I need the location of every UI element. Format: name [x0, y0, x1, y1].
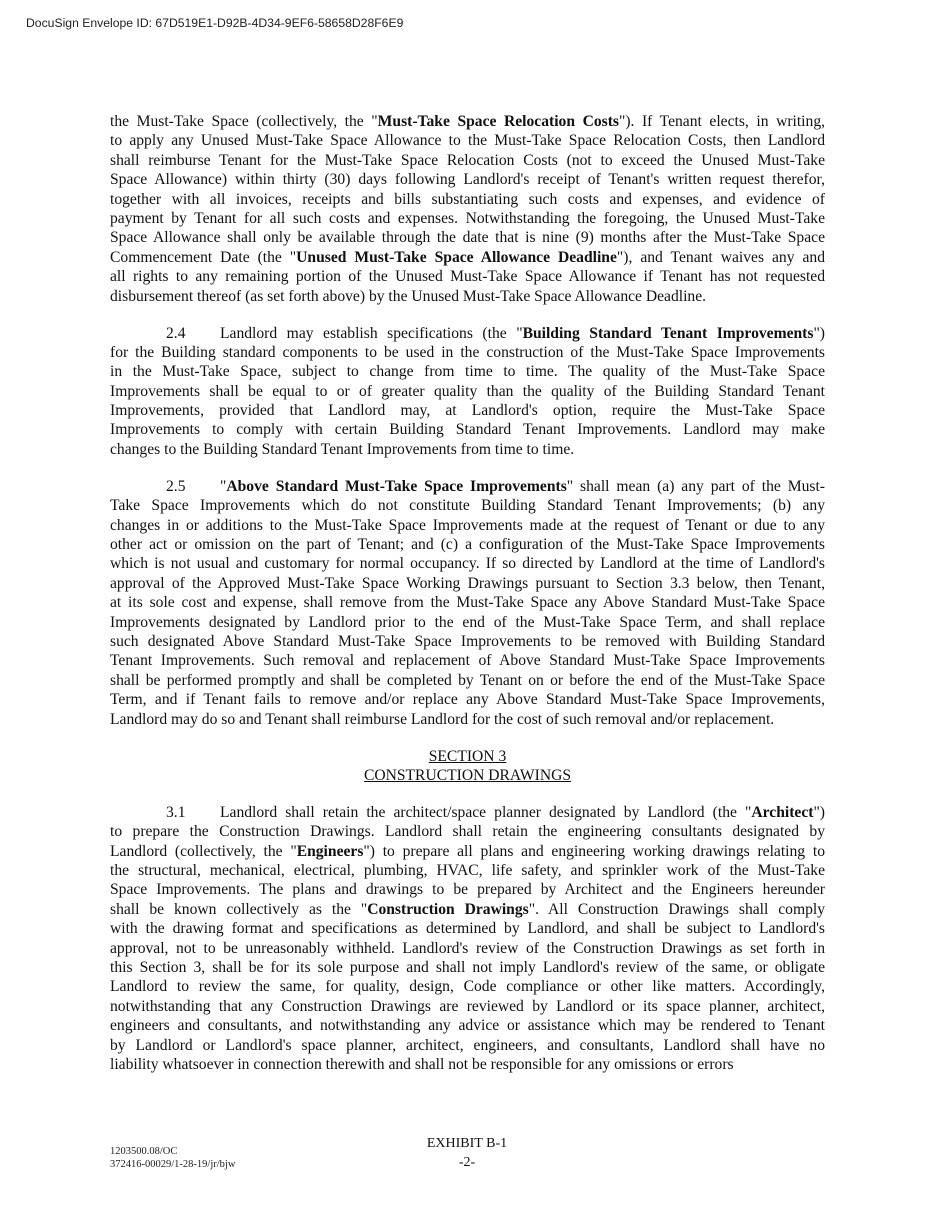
paragraph-gap: [110, 785, 825, 803]
text-segment: changes to the Building Standard Tenant Improvements from time to time.: [110, 440, 575, 458]
text-line: [110, 170, 825, 189]
text-segment: with the drawing format and specifications as determined by Landlord, and shall be subject to Landlord's: [110, 920, 825, 938]
text-segment: which is not usual and customary for normal occupancy. If so directed by Landlord at the time of Landlord's: [110, 555, 825, 573]
footer-page-number: -2-: [458, 1155, 476, 1170]
defined-term: Construction Drawings: [367, 900, 529, 918]
text-line: [110, 939, 825, 958]
text-segment: notwithstanding that any Construction Drawings are reviewed by Landlord or its space planner, architect,: [110, 997, 825, 1015]
text-segment: Landlord may do so and Tenant shall reimburse Landlord for the cost of such removal and/or replacement.: [110, 710, 775, 728]
text-line: [110, 151, 825, 170]
text-segment: liability whatsoever in connection therewith and shall not be responsible for any omissions or errors: [110, 1055, 734, 1073]
text-line: [110, 613, 825, 632]
text-line: [110, 477, 825, 496]
paragraph-number: 2.5: [166, 477, 186, 495]
text-segment: Landlord to review the same, for quality, design, Code compliance or other like matters. Accordingly,: [110, 978, 825, 996]
text-line: [110, 401, 825, 420]
text-segment: such designated Above Standard Must-Take Space Improvements to be removed with Building Standard: [110, 632, 825, 650]
text-segment: together with all invoices, receipts and bills substantiating such costs and expenses, and evidence of: [110, 190, 825, 208]
text-line: [110, 209, 825, 228]
text-segment: Take Space Improvements which do not constitute Building Standard Tenant Improvements; (b) any: [110, 497, 825, 515]
footer-doc-number: 1203500.08/OC: [110, 1146, 178, 1157]
docusign-envelope-id: DocuSign Envelope ID: 67D519E1-D92B-4D34-9EF6-58658D28F6E9: [26, 16, 404, 30]
text-line: [110, 440, 825, 459]
paragraph-2-4: [110, 324, 825, 460]
defined-term: Engineers: [296, 842, 364, 860]
text-line: [110, 496, 825, 515]
text-line: [110, 343, 825, 362]
text-segment: Improvements designated by Landlord prior to the end of the Must-Take Space Term, and shall replace: [110, 613, 825, 631]
text-line: [110, 842, 825, 861]
text-line: [110, 977, 825, 996]
footer-exhibit-label: EXHIBIT B-1: [426, 1136, 508, 1151]
text-line: [110, 861, 825, 880]
section-number-heading: SECTION 3: [428, 747, 507, 765]
text-line: [110, 248, 825, 267]
paragraph-2-3-continuation: [110, 112, 825, 306]
text-segment: ": [220, 477, 227, 495]
text-segment: all rights to any remaining portion of the Unused Must-Take Space Allowance if Tenant has not requested: [110, 268, 825, 286]
text-line: [110, 554, 825, 573]
text-line: [110, 690, 825, 709]
text-line: [110, 1036, 825, 1055]
section-title-heading: CONSTRUCTION DRAWINGS: [363, 766, 572, 784]
paragraph-number: 2.4: [166, 324, 186, 342]
text-line: [110, 324, 825, 343]
paragraph-gap: [110, 729, 825, 747]
text-segment: ". All Construction Drawings shall comply: [528, 900, 825, 918]
paragraph-2-5: [110, 477, 825, 729]
text-line: [110, 997, 825, 1016]
text-segment: Space Allowance) within thirty (30) days following Landlord's receipt of Tenant's written request therefor,: [110, 171, 825, 189]
text-segment: Improvements, provided that Landlord may, at Landlord's option, require the Must-Take Space: [110, 402, 825, 420]
text-segment: to apply any Unused Must-Take Space Allowance to the Must-Take Space Relocation Costs, then Landlord: [110, 132, 825, 150]
paragraph-gap: [110, 306, 825, 324]
text-line: [110, 190, 825, 209]
text-line: [110, 880, 825, 899]
text-segment: in the Must-Take Space, subject to change from time to time. The quality of the Must-Take Space: [110, 363, 825, 381]
footer-doc-ref: 372416-00029/1-28-19/jr/bjw: [110, 1159, 236, 1170]
text-line: [110, 287, 825, 306]
text-line: [110, 900, 825, 919]
text-segment: payment by Tenant for all such costs and expenses. Notwithstanding the foregoing, the Unused Must-Take: [110, 209, 825, 227]
text-segment: Space Allowance shall only be available through the date that is nine (9) months after the Must-Take Space: [110, 229, 825, 247]
paragraph-gap: [110, 459, 825, 477]
text-segment: Improvements to comply with certain Building Standard Tenant Improvements. Landlord may make: [110, 421, 825, 439]
text-segment: "), and Tenant waives any and: [616, 248, 825, 266]
text-segment: the structural, mechanical, electrical, plumbing, HVAC, life safety, and sprinkler work of the Must-Take: [110, 862, 825, 880]
text-line: [110, 382, 825, 401]
defined-term: Must-Take Space Relocation Costs: [377, 113, 619, 130]
text-segment: Landlord shall retain the architect/space planner designated by Landlord (the ": [220, 803, 752, 821]
defined-term: Architect: [751, 803, 814, 821]
text-segment: Improvements shall be equal to or of greater quality than the quality of the Building Standard Tenant: [110, 382, 825, 400]
defined-term: Building Standard Tenant Improvements: [522, 324, 814, 342]
text-segment: approval of the Approved Must-Take Space Working Drawings pursuant to Section 3.3 below, then Tenant,: [110, 574, 825, 592]
text-line: [110, 516, 825, 535]
defined-term: Unused Must-Take Space Allowance Deadline: [296, 248, 617, 266]
text-line: [110, 574, 825, 593]
text-segment: ") to prepare all plans and engineering working drawings relating to: [363, 842, 825, 860]
text-segment: the Must-Take Space (collectively, the ": [110, 113, 378, 130]
defined-term: Above Standard Must-Take Space Improvements: [226, 477, 567, 495]
text-segment: changes in or additions to the Must-Take Space Improvements made at the request of Tenant or due to any: [110, 516, 825, 534]
paragraph-number: 3.1: [166, 803, 186, 821]
text-line: [110, 535, 825, 554]
text-line: [110, 651, 825, 670]
text-line: [110, 1016, 825, 1035]
text-line: [110, 671, 825, 690]
text-segment: shall be performed promptly and shall be completed by Tenant on or before the end of the Must-Take Space: [110, 671, 825, 689]
text-line: [110, 593, 825, 612]
text-segment: shall be known collectively as the ": [110, 900, 368, 918]
text-segment: " shall mean (a) any part of the Must-: [566, 477, 825, 495]
text-segment: Landlord may establish specifications (the ": [220, 324, 523, 342]
text-segment: Tenant Improvements. Such removal and replacement of Above Standard Must-Take Space Improvements: [110, 652, 825, 670]
text-segment: at its sole cost and expense, shall remove from the Must-Take Space any Above Standard Must-Take Space: [110, 594, 825, 612]
text-line: [110, 131, 825, 150]
text-segment: "): [813, 324, 825, 342]
text-segment: this Section 3, shall be for its sole purpose and shall not imply Landlord's review of the same, or obligate: [110, 959, 825, 976]
text-segment: disbursement thereof (as set forth above) by the Unused Must-Take Space Allowance Deadline.: [110, 287, 707, 305]
section-heading: [110, 766, 825, 785]
text-segment: Commencement Date (the ": [110, 248, 297, 266]
document-body: [110, 112, 825, 1074]
text-segment: by Landlord or Landlord's space planner, architect, engineers, and consultants, Landlord shall have no: [110, 1036, 825, 1054]
section-heading: [110, 747, 825, 766]
text-line: [110, 1055, 825, 1074]
paragraph-3-1: [110, 803, 825, 1074]
text-line: [110, 362, 825, 381]
text-segment: other act or omission on the part of Tenant; and (c) a configuration of the Must-Take Space Improvements: [110, 536, 825, 553]
text-line: [110, 919, 825, 938]
text-segment: to prepare the Construction Drawings. Landlord shall retain the engineering consultants designated by: [110, 823, 825, 841]
text-line: [110, 267, 825, 286]
text-line: [110, 228, 825, 247]
text-line: [110, 632, 825, 651]
text-segment: "): [813, 803, 825, 821]
text-segment: "). If Tenant elects, in writing,: [618, 113, 825, 130]
text-segment: approval, not to be unreasonably withheld. Landlord's review of the Construction Drawings as set forth in: [110, 939, 825, 957]
text-line: [110, 710, 825, 729]
text-line: [110, 803, 825, 822]
text-segment: Term, and if Tenant fails to remove and/or replace any Above Standard Must-Take Space Improvements,: [110, 691, 825, 709]
footer-exhibit-block: [0, 1134, 934, 1172]
text-segment: for the Building standard components to be used in the construction of the Must-Take Space Improvements: [110, 343, 825, 361]
text-segment: shall reimburse Tenant for the Must-Take Space Relocation Costs (not to exceed the Unused Must-Take: [110, 151, 825, 169]
text-segment: Space Improvements. The plans and drawings to be prepared by Architect and the Engineers hereunder: [110, 881, 825, 899]
text-line: [110, 822, 825, 841]
text-line: [110, 958, 825, 977]
text-line: [110, 420, 825, 439]
text-line: [110, 112, 825, 131]
text-segment: engineers and consultants, and notwithstanding any advice or assistance which may be rendered to Tenant: [110, 1017, 825, 1035]
text-segment: Landlord (collectively, the ": [110, 842, 297, 860]
